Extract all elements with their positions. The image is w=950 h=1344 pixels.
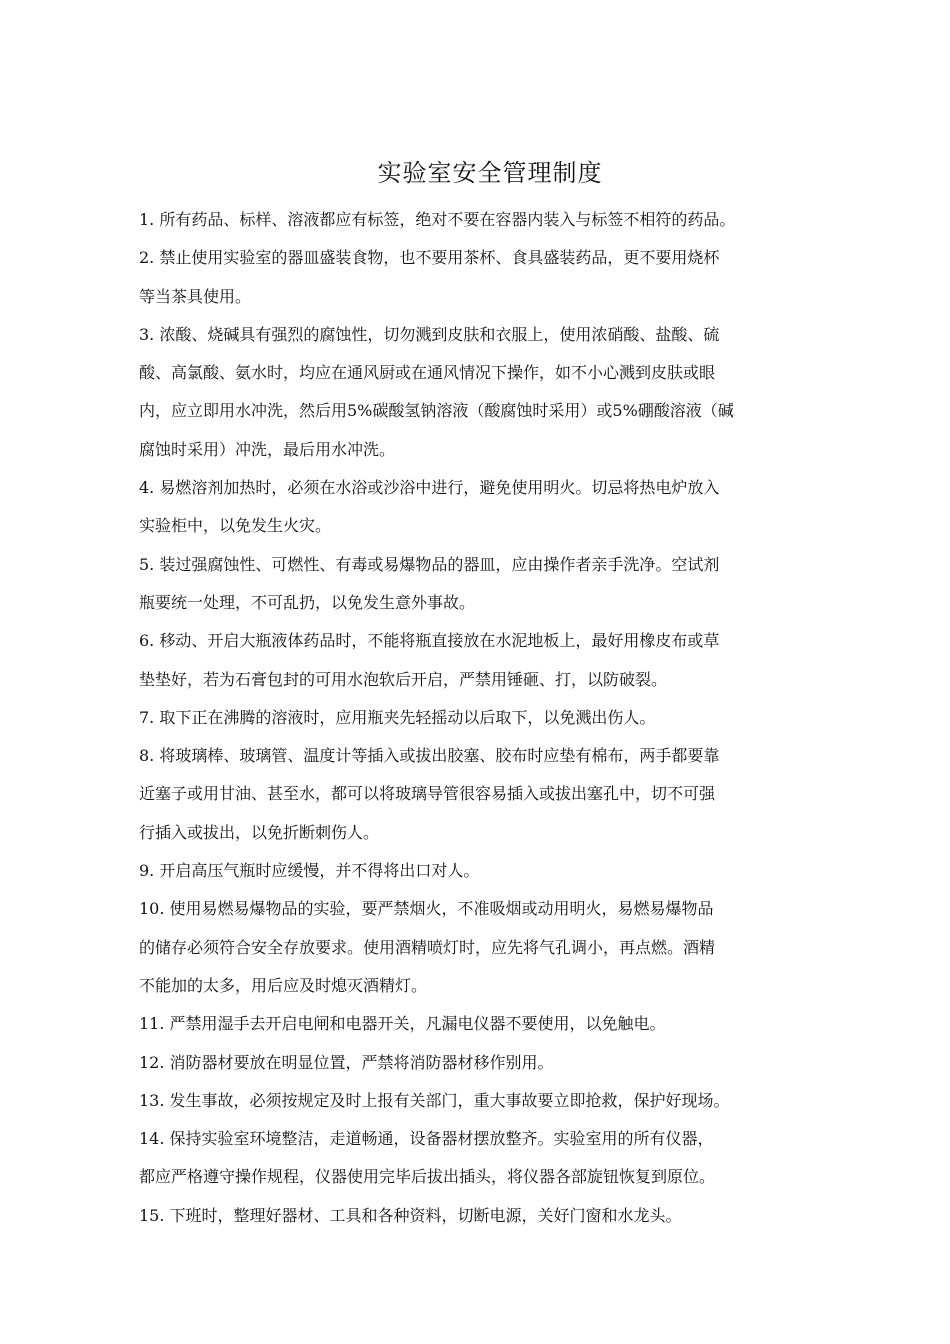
rule-6: 6. 移动、开启大瓶液体药品时，不能将瓶直接放在水泥地板上，最好用橡皮布或草 垫垫好，若为石膏包封的可用水泡软后开启，严禁用锤砸、打，以防破裂。 <box>139 631 720 689</box>
rule-14: 14. 保持实验室环境整洁，走道畅通，设备器材摆放整齐。实验室用的所有仪器， 都应严格遵守操作规程，仪器使用完毕后拔出插头，将仪器各部旋钮恢复到原位。 <box>139 1129 716 1187</box>
rule-2: 2. 禁止使用实验室的器皿盛装食物，也不要用茶杯、食具盛装药品，更不要用烧杯 等当茶具使用。 <box>139 248 720 306</box>
document-title: 实验室安全管理制度 <box>377 159 603 187</box>
rule-7: 7. 取下正在沸腾的溶液时，应用瓶夹先轻摇动以后取下，以免溅出伤人。 <box>139 707 656 727</box>
rule-11: 11. 严禁用湿手去开启电闸和电器开关，凡漏电仪器不要使用，以免触电。 <box>139 1014 666 1034</box>
rule-5: 5. 装过强腐蚀性、可燃性、有毒或易爆物品的器皿，应由操作者亲手洗净。空试剂 瓶要统一处理，不可乱扔，以免发生意外事故。 <box>139 554 720 612</box>
rule-15: 15. 下班时，整理好器材、工具和各种资料，切断电源，关好门窗和水龙头。 <box>139 1205 682 1225</box>
rule-1: 1. 所有药品、标样、溶液都应有标签，绝对不要在容器内装入与标签不相符的药品。 <box>139 210 736 229</box>
rule-9: 9. 开启高压气瓶时应缓慢，并不得将出口对人。 <box>139 861 480 881</box>
rule-12: 12. 消防器材要放在明显位置，严禁将消防器材移作别用。 <box>139 1052 554 1072</box>
rule-8: 8. 将玻璃棒、玻璃管、温度计等插入或拔出胶塞、胶布时应垫有棉布，两手都要靠 近塞子或用甘油、甚至水，都可以将玻璃导管很容易插入或拔出塞孔中，切不可强 行插入或拔出，以免折断刺伤人。 <box>139 746 720 842</box>
rules-list <box>139 201 859 1235</box>
rule-10: 10. 使用易燃易爆物品的实验，要严禁烟火，不准吸烟或动用明火，易燃易爆物品 的储存必须符合安全存放要求。使用酒精喷灯时，应先将气孔调小，再点燃。酒精 不能加的太多，用后应及时熄灭酒精灯。 <box>139 899 716 995</box>
rule-4: 4. 易燃溶剂加热时，必须在水浴或沙浴中进行，避免使用明火。切忌将热电炉放入 实验柜中，以免发生火灾。 <box>139 478 720 536</box>
rule-13: 13. 发生事故，必须按规定及时上报有关部门，重大事故要立即抢救，保护好现场。 <box>139 1090 730 1110</box>
rule-3: 3. 浓酸、烧碱具有强烈的腐蚀性，切勿溅到皮肤和衣服上，使用浓硝酸、盐酸、硫 酸、高氯酸、氨水时，均应在通风厨或在通风情况下操作，如不小心溅到皮肤或眼 内，应立即用水冲洗，然后用5%碳酸氢钠溶液（酸腐蚀时采用）或5%硼酸溶液（碱 腐蚀时采用）冲洗，最后用水冲洗。 <box>139 324 734 459</box>
